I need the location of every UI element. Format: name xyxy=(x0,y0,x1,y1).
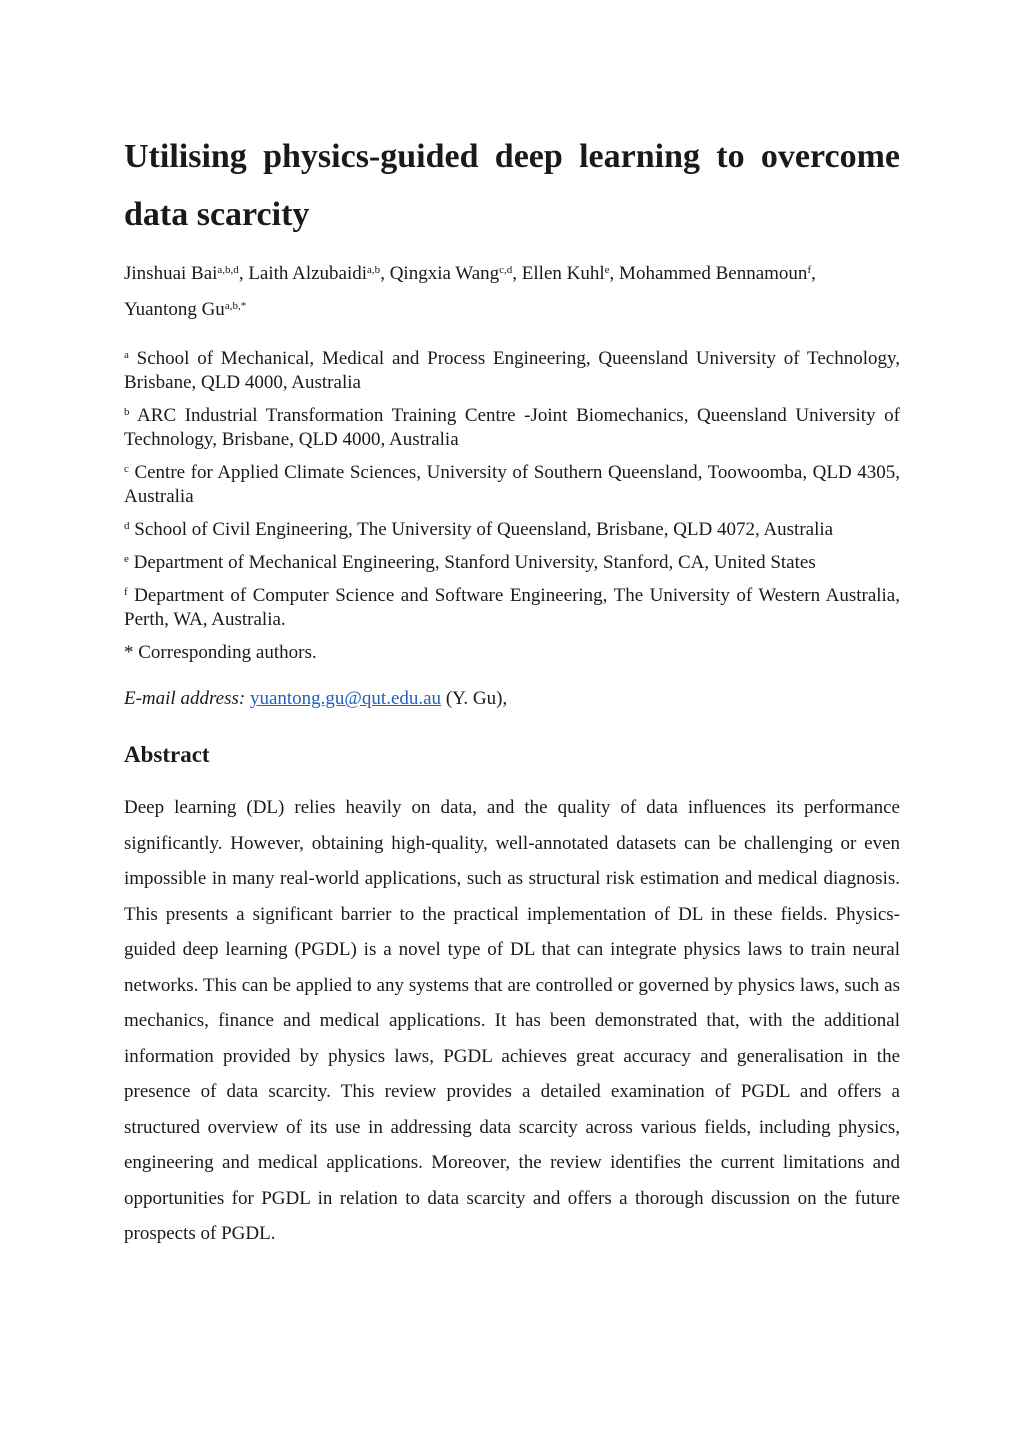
author-separator: , xyxy=(811,263,816,284)
affiliation-text: Centre for Applied Climate Sciences, University of Southern Queensland, Toowoomba, QLD 4305, Australia xyxy=(124,462,900,507)
affiliation-f xyxy=(124,584,900,632)
author-affiliation-marks: a,b xyxy=(367,264,381,276)
affiliation-mark: d xyxy=(124,520,130,532)
email-label: E-mail address: xyxy=(124,688,246,709)
author-name: Qingxia Wang xyxy=(389,263,500,284)
author-separator: , xyxy=(238,263,249,284)
author-affiliation-marks: a,b,d xyxy=(217,264,239,276)
author-list xyxy=(124,256,900,328)
email-line xyxy=(124,687,900,711)
author-separator: , xyxy=(609,263,620,284)
author-affiliation-marks: e xyxy=(604,264,610,276)
affiliation-b xyxy=(124,404,900,452)
author-affiliation-marks: a,b,* xyxy=(224,300,247,312)
author-affiliation-marks: c,d xyxy=(499,264,513,276)
affiliation-mark: a xyxy=(124,349,129,361)
email-link[interactable]: yuantong.gu@qut.edu.au xyxy=(249,688,442,709)
author-name: Yuantong Gu xyxy=(124,299,225,320)
affiliation-mark: b xyxy=(124,406,130,418)
paper-page xyxy=(124,128,900,1271)
email-suffix: (Y. Gu), xyxy=(441,688,508,709)
author-name: Ellen Kuhl xyxy=(521,263,605,284)
affiliation-text: School of Civil Engineering, The University of Queensland, Brisbane, QLD 4072, Australia xyxy=(129,519,834,540)
abstract-body: Deep learning (DL) relies heavily on data, and the quality of data influences its performance significantly. However, obtaining high-quality, well-annotated datasets can be challenging or even impossible in many real-world applications, such as structural risk estimation and medical diagnosis. This presents a significant barrier to the practical implementation of DL in these fields. Physics-guided deep learning (PGDL) is a novel type of DL that can integrate physics laws to train neural networks. This can be applied to any systems that are controlled or governed by physics laws, such as mechanics, finance and medical applications. It has been demonstrated that, with the additional information provided by physics laws, PGDL achieves great accuracy and generalisation in the presence of data scarcity. This review provides a detailed examination of PGDL and offers a structured overview of its use in addressing data scarcity across various fields, including physics, engineering and medical applications. Moreover, the review identifies the current limitations and opportunities for PGDL in relation to data scarcity and offers a thorough discussion on the future prospects of PGDL. xyxy=(124,797,900,1244)
affiliation-text: Department of Computer Science and Software Engineering, The University of Western Australia, Perth, WA, Australia. xyxy=(124,585,900,630)
affiliation-mark: c xyxy=(124,463,129,475)
author-affiliation-marks: f xyxy=(807,264,812,276)
affiliation-e xyxy=(124,551,900,575)
affiliation-c xyxy=(124,461,900,509)
affiliation-a xyxy=(124,347,900,395)
author-separator: , xyxy=(380,263,390,284)
paper-title xyxy=(124,128,900,244)
affiliation-text: ARC Industrial Transformation Training Centre -Joint Biomechanics, Queensland University of Technology, Brisbane, QLD 4000, Australia xyxy=(124,405,900,450)
affiliation-mark: f xyxy=(124,586,128,598)
title-line-2: data scarcity xyxy=(124,196,310,233)
author-name: Laith Alzubaidi xyxy=(248,263,368,284)
title-line-1: Utilising physics-guided deep learning to overcome xyxy=(124,138,900,175)
abstract-heading: Abstract xyxy=(124,742,210,767)
author-name: Jinshuai Bai xyxy=(124,263,218,284)
corresponding-note: * Corresponding authors. xyxy=(124,642,317,663)
affiliation-text: School of Mechanical, Medical and Process Engineering, Queensland University of Technology, Brisbane, QLD 4000, Australia xyxy=(124,348,900,393)
affiliation-mark: e xyxy=(124,553,129,565)
author-separator: , xyxy=(512,263,522,284)
author-name: Mohammed Bennamoun xyxy=(619,263,808,284)
affiliation-d xyxy=(124,518,900,542)
affiliation-text: Department of Mechanical Engineering, Stanford University, Stanford, CA, United States xyxy=(128,552,816,573)
